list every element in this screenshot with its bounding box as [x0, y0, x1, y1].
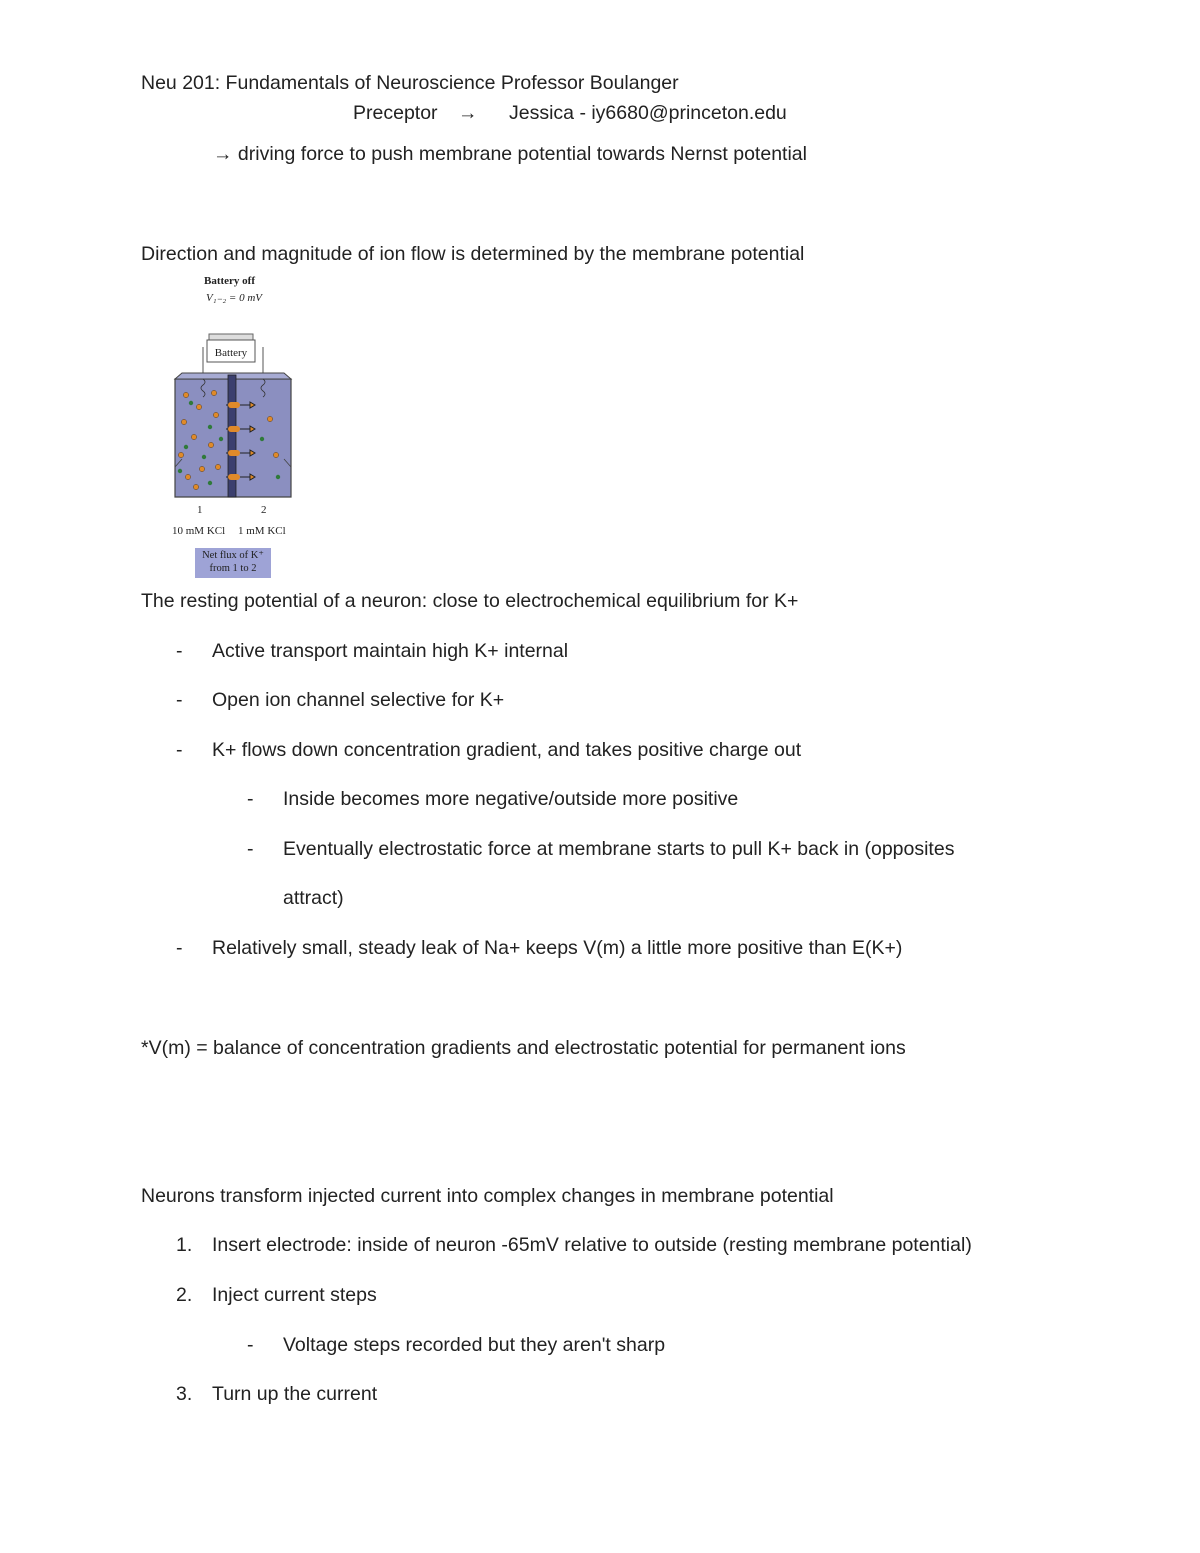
figure-voltage: V₁₋₂ = 0 mV [206, 292, 263, 304]
flux-caption-line1: Net flux of K⁺ [202, 550, 264, 561]
compartment-2-label: 1 mM KCl [238, 525, 286, 537]
preceptor-label: Preceptor [353, 102, 438, 124]
bullet-marker: - [176, 689, 183, 711]
figure-title: Battery off [204, 275, 256, 287]
preceptor-contact: Jessica - iy6680@princeton.edu [509, 102, 787, 124]
current-heading: Neurons transform injected current into complex changes in membrane potential [141, 1185, 834, 1207]
sub-list-item-continuation: attract) [283, 887, 344, 909]
step-text: Turn up the current [212, 1383, 378, 1405]
compartment-2-number: 2 [261, 504, 267, 516]
ion-flow-heading: Direction and magnitude of ion flow is determined by the membrane potential [141, 243, 805, 265]
list-item: Active transport maintain high K+ internal [212, 640, 569, 662]
step-text: Inject current steps [212, 1284, 377, 1306]
flux-caption [195, 548, 271, 578]
list-item: K+ flows down concentration gradient, and takes positive charge out [212, 739, 802, 761]
bullet-marker: - [176, 937, 183, 959]
intro-note: → driving force to push membrane potential towards Nernst potential [213, 143, 807, 165]
sub-list-item: Eventually electrostatic force at membrane starts to pull K+ back in (opposites [283, 838, 955, 860]
list-item: Relatively small, steady leak of Na+ keeps V(m) a little more positive than E(K+) [212, 937, 903, 959]
bullet-marker: - [176, 739, 183, 761]
bullet-marker: - [176, 640, 183, 662]
sub-bullet-marker: - [247, 838, 254, 860]
battery-figure [166, 272, 301, 582]
sub-list-item: Voltage steps recorded but they aren't sharp [283, 1334, 666, 1356]
sub-list-item: Inside becomes more negative/outside more positive [283, 788, 739, 810]
step-number: 2. [176, 1284, 193, 1306]
step-text: Insert electrode: inside of neuron -65mV relative to outside (resting membrane potential) [212, 1234, 972, 1256]
course-title: Neu 201: Fundamentals of Neuroscience Professor Boulanger [141, 72, 679, 94]
battery-label: Battery [214, 347, 248, 359]
compartment-1-number: 1 [197, 504, 203, 516]
step-number: 1. [176, 1234, 193, 1256]
flux-caption-line2: from 1 to 2 [209, 562, 257, 574]
step-number: 3. [176, 1383, 193, 1405]
vm-note: *V(m) = balance of concentration gradients and electrostatic potential for permanent ions [141, 1037, 906, 1059]
compartment-1-label: 10 mM KCl [172, 525, 226, 537]
arrow-icon: → [458, 102, 478, 124]
resting-heading: The resting potential of a neuron: close to electrochemical equilibrium for K+ [141, 590, 799, 612]
list-item: Open ion channel selective for K+ [212, 689, 505, 711]
sub-bullet-marker: - [247, 788, 254, 810]
sub-bullet-marker: - [247, 1334, 254, 1356]
